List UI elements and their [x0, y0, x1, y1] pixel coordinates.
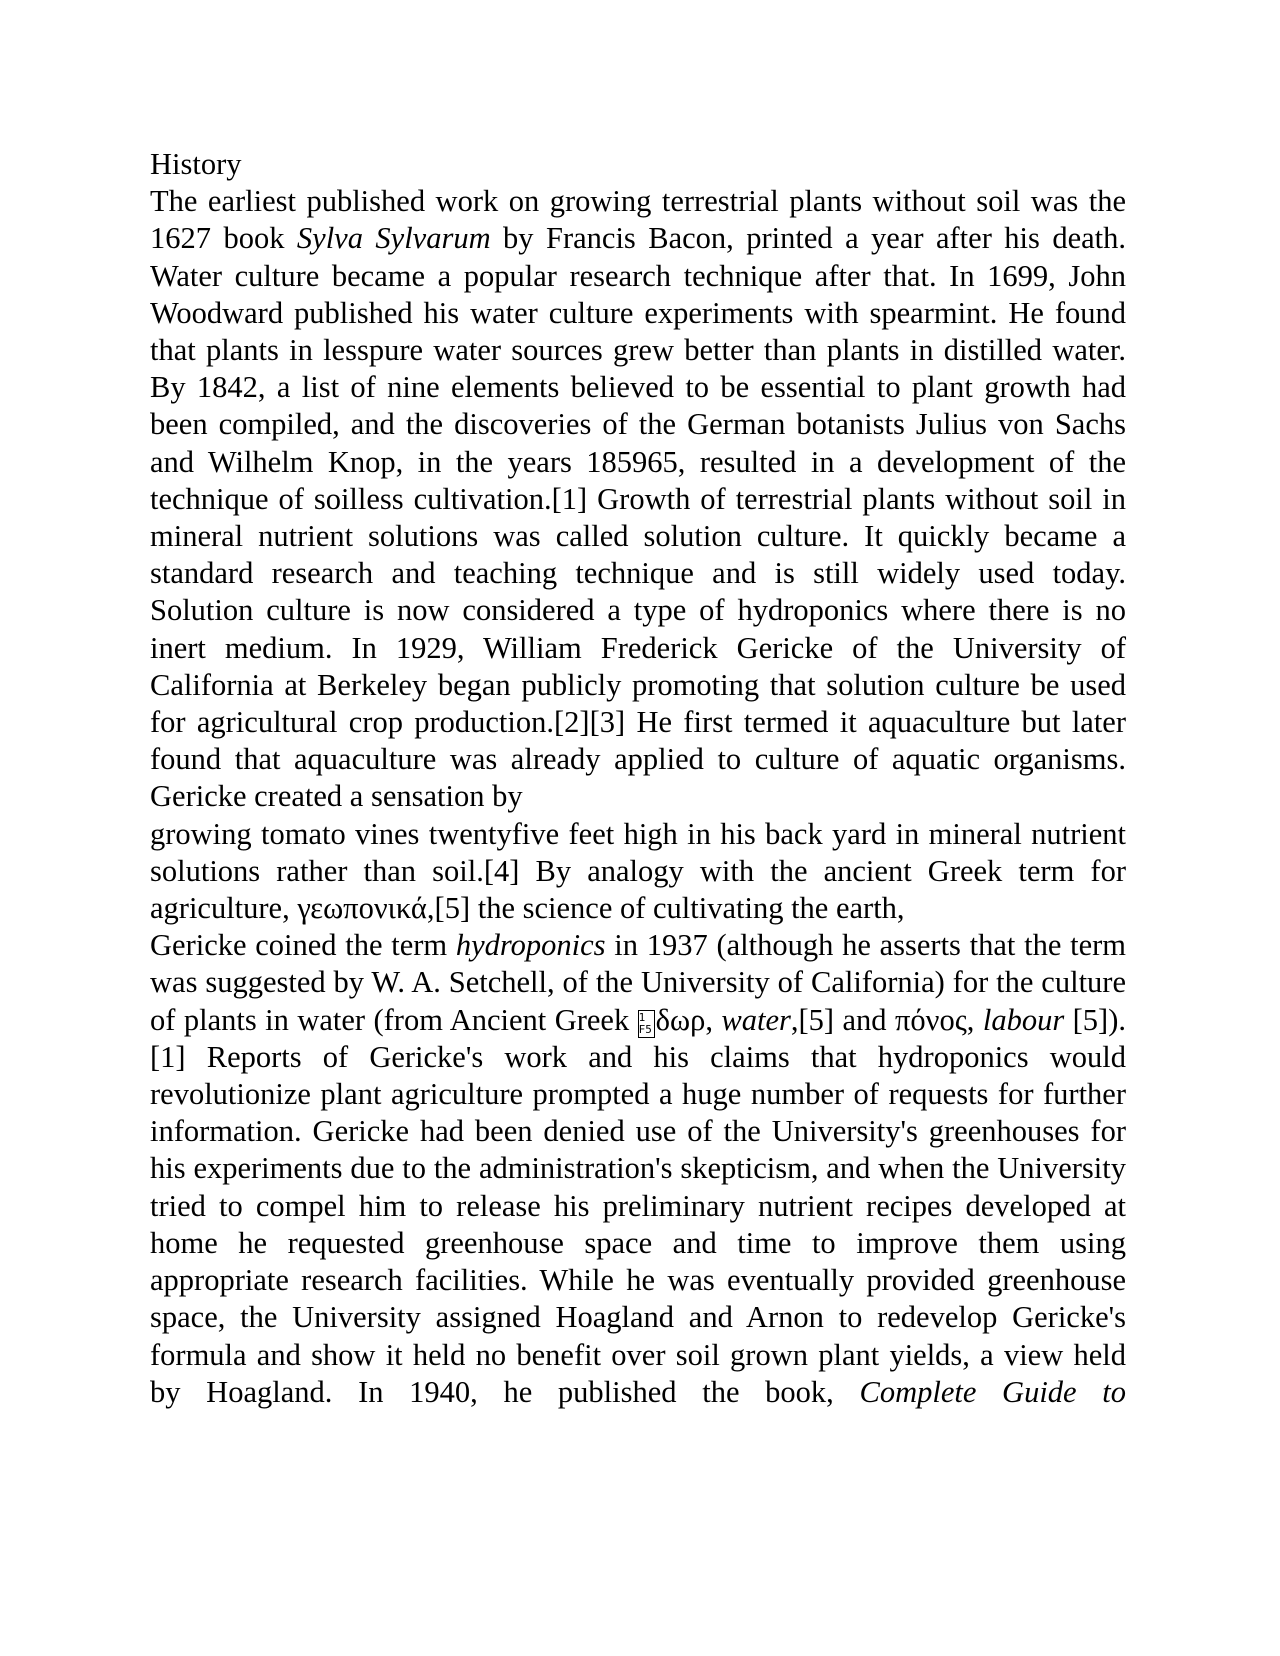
text-run: The earliest published work on growing terrestrial plants without soil was the 1627 book	[150, 184, 1126, 256]
paragraph	[150, 927, 1126, 1411]
text-run: [5]).[1] Reports of Gericke's work and his claims that hydroponics would revolutionize plant agriculture prompted a huge number of requests for further information. Gericke had been denied use of the University's greenhouses for his experiments due to the administration's skepticism, and when the University tried to compel him to release his preliminary nutrient recipes developed at home he requested greenhouse space and time to improve them using appropriate research facilities. While he was eventually provided greenhouse space, the University assigned Hoagland and Arnon to redevelop Gericke's formula and show it held no benefit over soil grown plant yields, a view held by Hoagland. In 1940, he published the book,	[150, 1002, 1126, 1409]
text-run: δωρ,	[655, 1002, 722, 1037]
italic-text: labour	[982, 1002, 1065, 1037]
document-body	[150, 146, 1126, 1411]
italic-text: hydroponics	[455, 928, 606, 963]
italic-text: water	[721, 1002, 791, 1037]
text-run: by Francis Bacon, printed a year after his death. Water culture became a popular research technique after that. In 1699, John Woodward published his water culture experiments with spearmint. He found that plants in lesspure water sources grew better than plants in distilled water. By 1842, a list of nine elements believed to be essential to plant growth had been compiled, and the discoveries of the German botanists Julius von Sachs and Wilhelm Knop, in the years 185965, resulted in a development of the technique of soilless cultivation.[1] Growth of terrestrial plants without soil in mineral nutrient solutions was called solution culture. It quickly became a standard research and teaching technique and is still widely used today. Solution culture is now considered a type of hydroponics where there is no inert medium. In 1929, William Frederick Gericke of the University of California at Berkeley began publicly promoting that solution culture be used for agricultural crop production.[2][3] He first termed it aquaculture but later found that aquaculture was already applied to culture of aquatic organisms. Gericke created a sensation by	[150, 221, 1127, 814]
italic-text: Sylva Sylvarum	[296, 221, 491, 256]
paragraph	[150, 183, 1126, 815]
text-run: Gericke coined the term	[150, 928, 456, 963]
text-run: ,[5] and πόνος,	[790, 1002, 983, 1037]
italic-text: Complete Guide to	[859, 1374, 1127, 1409]
text-run: in 1937 (although he asserts that the term was suggested by W. A. Setchell, of the University of California) for the culture of plants in water (from Ancient Greek	[150, 928, 1126, 1037]
text-run: growing tomato vines twentyfive feet high in his back yard in mineral nutrient solutions rather than soil.[4] By analogy with the ancient Greek term for agriculture, γεωπονικά,[5] the science of cultivating the earth,	[150, 816, 1126, 926]
paragraphs-container	[150, 183, 1126, 1411]
section-heading: History	[150, 147, 242, 181]
paragraph	[150, 816, 1126, 928]
missing-glyph-icon: 1 F5	[638, 1010, 655, 1038]
